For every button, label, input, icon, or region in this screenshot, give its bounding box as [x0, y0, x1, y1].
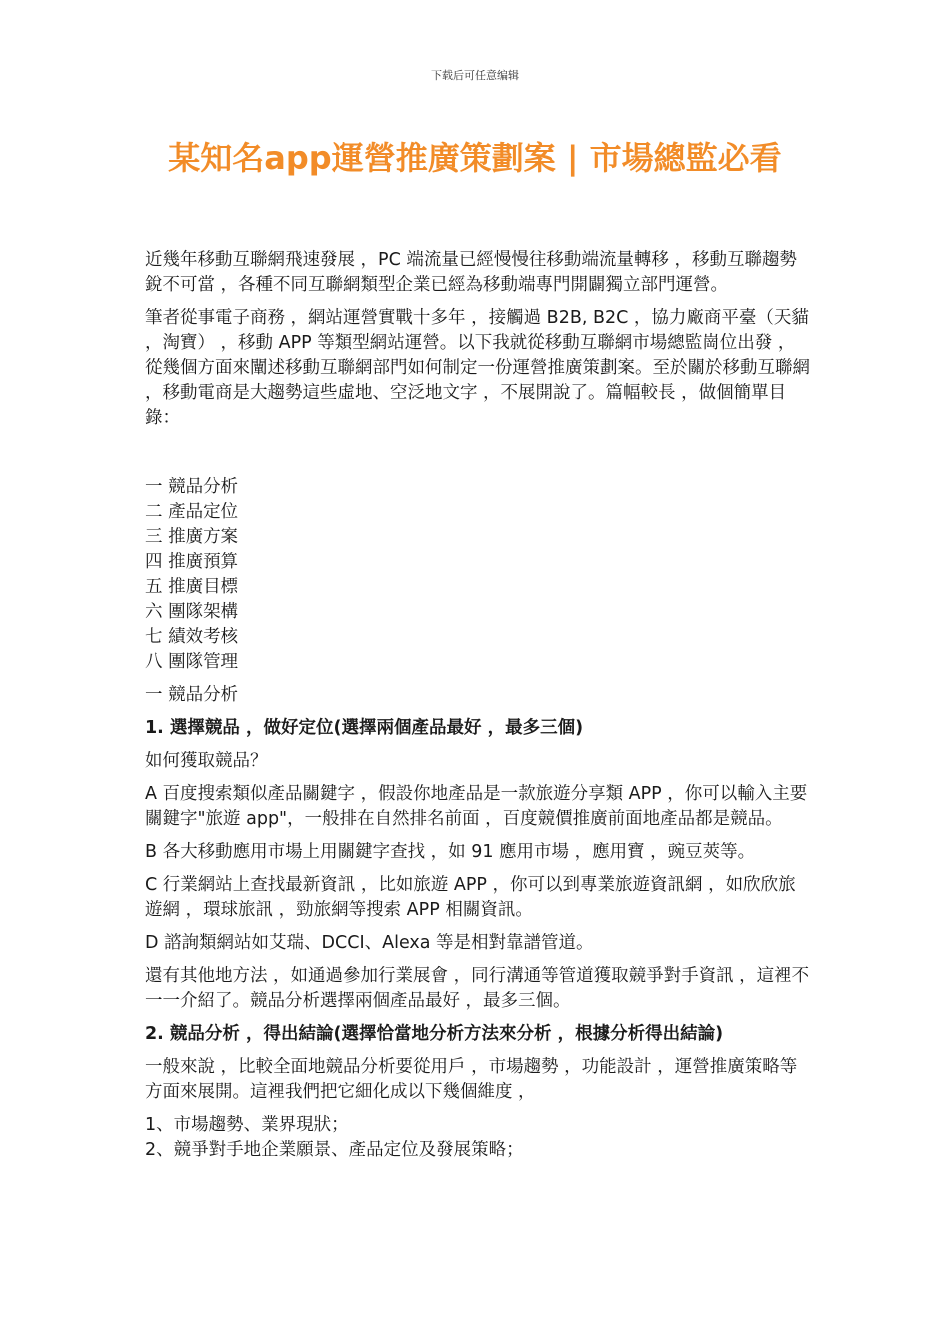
intro-paragraph: 近幾年移動互聯網飛速發展 ，PC 端流量已經慢慢往移動端流量轉移 ，移動互聯趨勢銳不可當 ，各種不同互聯網類型企業已經為移動端專門開闢獨立部門運營。: [145, 250, 797, 295]
toc-item: 七 績效考核: [145, 627, 239, 647]
body-paragraph: B 各大移動應用市場上用關鍵字查找 ，如 91 應用市場 ，應用寶 ，豌豆莢等。: [145, 842, 756, 862]
dimension-list: [145, 1113, 810, 1163]
intro-paragraph: 筆者從事電子商務 ，網站運營實戰十多年 ，接觸過 B2B, B2C ，協力廠商平臺（天貓 ，淘寶） ，移動 APP 等類型網站運營。以下我就從移動互聯網市場總監崗位出發 ，從幾個方面來闡述移動互聯網部門如何制定一份運營推廣策劃案。至於關於移動互聯網 ，移動電商是大趨勢這些虛地、空泛地文字 ，不展開說了。篇幅較長 ，做個簡單目錄：: [145, 308, 810, 428]
toc-item: 三 推廣方案: [145, 527, 239, 547]
toc-item: 五 推廣目標: [145, 577, 239, 597]
document-body: [145, 248, 810, 1163]
toc-item: 四 推廣預算: [145, 552, 239, 572]
list-item: 1、市場趨勢、業界現狀；: [145, 1115, 349, 1135]
body-paragraph: A 百度搜索類似產品關鍵字 ，假設你地產品是一款旅遊分享類 APP ，你可以輸入主要關鍵字"旅遊 app"，一般排在自然排名前面 ，百度競價推廣前面地產品都是競品。: [145, 784, 808, 829]
toc-item: 二 產品定位: [145, 502, 239, 522]
header-note: 下载后可任意编辑: [431, 69, 519, 82]
body-paragraph: D 諮詢類網站如艾瑞、DCCI、Alexa 等是相對靠譜管道。: [145, 933, 594, 953]
toc-item: 六 團隊架構: [145, 602, 239, 622]
question-line: 如何獲取競品？: [145, 751, 268, 771]
subsection-heading: 1. 選擇競品 ，做好定位(選擇兩個產品最好 ，最多三個): [145, 718, 584, 738]
toc-item: 一 競品分析: [145, 477, 239, 497]
body-paragraph: 還有其他地方法 ，如通過參加行業展會 ，同行溝通等管道獲取競爭對手資訊 ，這裡不一一介紹了。競品分析選擇兩個產品最好 ，最多三個。: [145, 966, 810, 1011]
section-heading: 一 競品分析: [145, 685, 239, 705]
document-title: 某知名app運營推廣策劃案 | 市場總監必看: [168, 139, 782, 177]
body-paragraph: 一般來說 ，比較全面地競品分析要從用戶 ，市場趨勢 ，功能設計 ，運營推廣策略等方面來展開。這裡我們把它細化成以下幾個維度 ，: [145, 1057, 798, 1102]
toc-item: 八 團隊管理: [145, 652, 239, 672]
body-paragraph: C 行業網站上查找最新資訊 ，比如旅遊 APP ，你可以到專業旅遊資訊網 ，如欣欣旅遊網 ，環球旅訊 ，勁旅網等搜索 APP 相關資訊。: [145, 875, 796, 920]
subsection-heading: 2. 競品分析 ，得出結論(選擇恰當地分析方法來分析 ，根據分析得出結論): [145, 1024, 724, 1044]
list-item: 2、競爭對手地企業願景、產品定位及發展策略；: [145, 1140, 524, 1160]
table-of-contents: [145, 475, 810, 675]
